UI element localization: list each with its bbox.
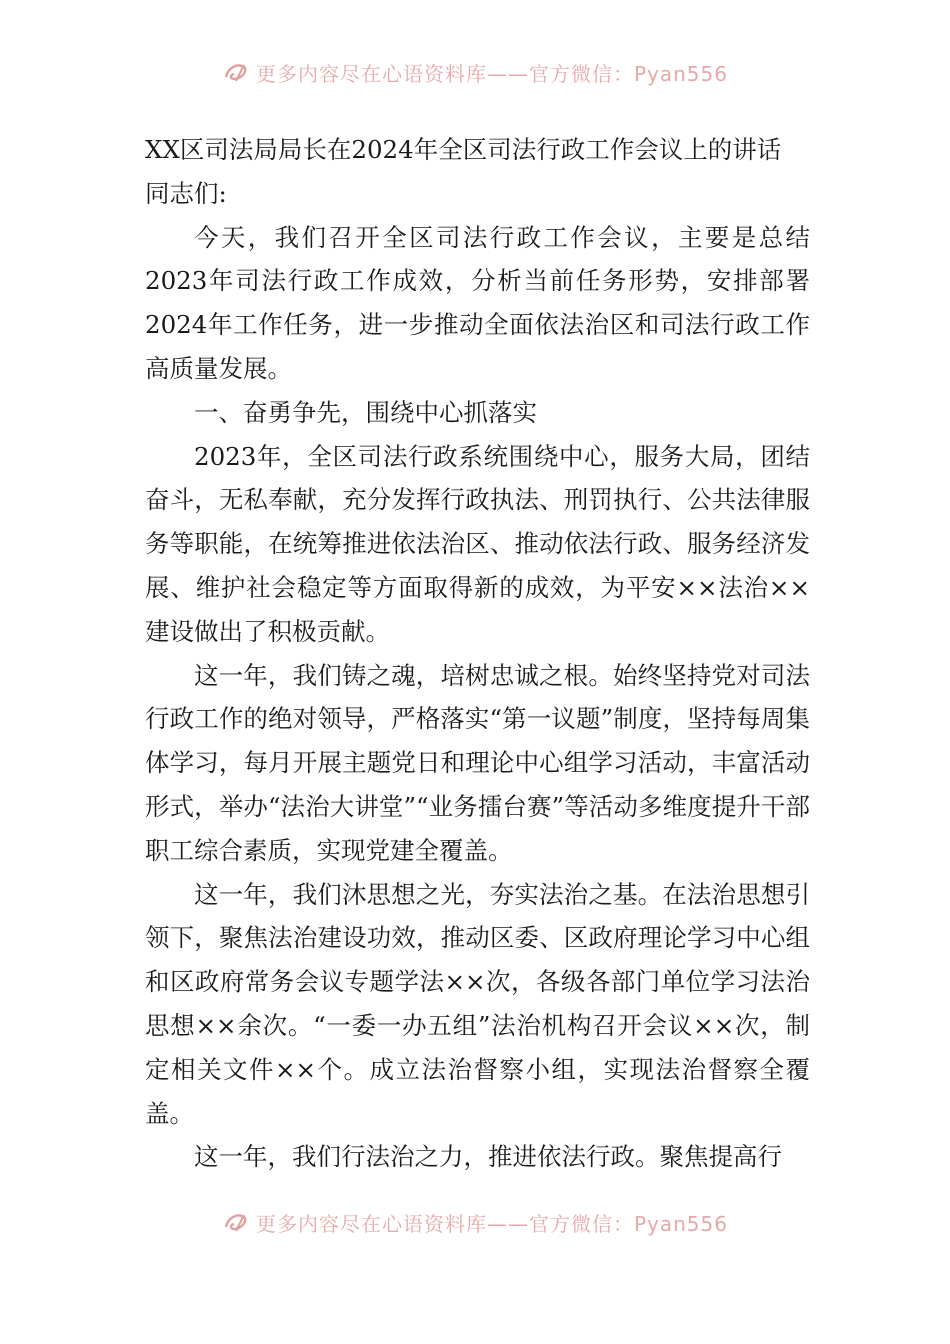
document-title: XX区司法局局长在2024年全区司法行政工作会议上的讲话 [145, 135, 782, 164]
watermark-text: 更多内容尽在心语资料库——官方微信：Pyan556 [255, 1212, 728, 1236]
watermark-footer [0, 1208, 950, 1237]
paragraph: 这一年，我们铸之魂，培树忠诚之根。始终坚持党对司法行政工作的绝对领导，严格落实“第一议题”制度，坚持每周集体学习，每月开展主题党日和理论中心组学习活动，丰富活动形式，举办“法治大讲堂”“业务擂台赛”等活动多维度提升干部职工综合素质，实现党建全覆盖。 [145, 660, 810, 865]
watermark-header [0, 58, 950, 87]
pen-swirl-logo-icon [222, 59, 250, 87]
paragraph: 2023年，全区司法行政系统围绕中心，服务大局，团结奋斗，无私奉献，充分发挥行政执法、刑罚执行、公共法律服务等职能，在统筹推进依法治区、推动依法行政、服务经济发展、维护社会稳定等方面取得新的成效，为平安××法治××建设做出了积极贡献。 [145, 441, 810, 646]
paragraph: 今天，我们召开全区司法行政工作会议，主要是总结2023年司法行政工作成效，分析当前任务形势，安排部署2024年工作任务，进一步推动全面依法治区和司法行政工作高质量发展。 [145, 222, 810, 383]
document-body [145, 128, 810, 1179]
pen-swirl-logo-icon [222, 1209, 250, 1237]
paragraph: 这一年，我们行法治之力，推进依法行政。聚焦提高行 [194, 1142, 782, 1172]
salutation: 同志们: [145, 178, 227, 208]
paragraph: 这一年，我们沐思想之光，夯实法治之基。在法治思想引领下，聚焦法治建设功效，推动区委、区政府理论学习中心组和区政府常务会议专题学法××次，各级各部门单位学习法治思想××余次。“一委一办五组”法治机构召开会议××次，制定相关文件××个。成立法治督察小组，实现法治督察全覆盖。 [145, 879, 810, 1128]
watermark-text: 更多内容尽在心语资料库——官方微信：Pyan556 [255, 62, 728, 86]
section-heading: 一、奋勇争先，围绕中心抓落实 [194, 397, 537, 427]
